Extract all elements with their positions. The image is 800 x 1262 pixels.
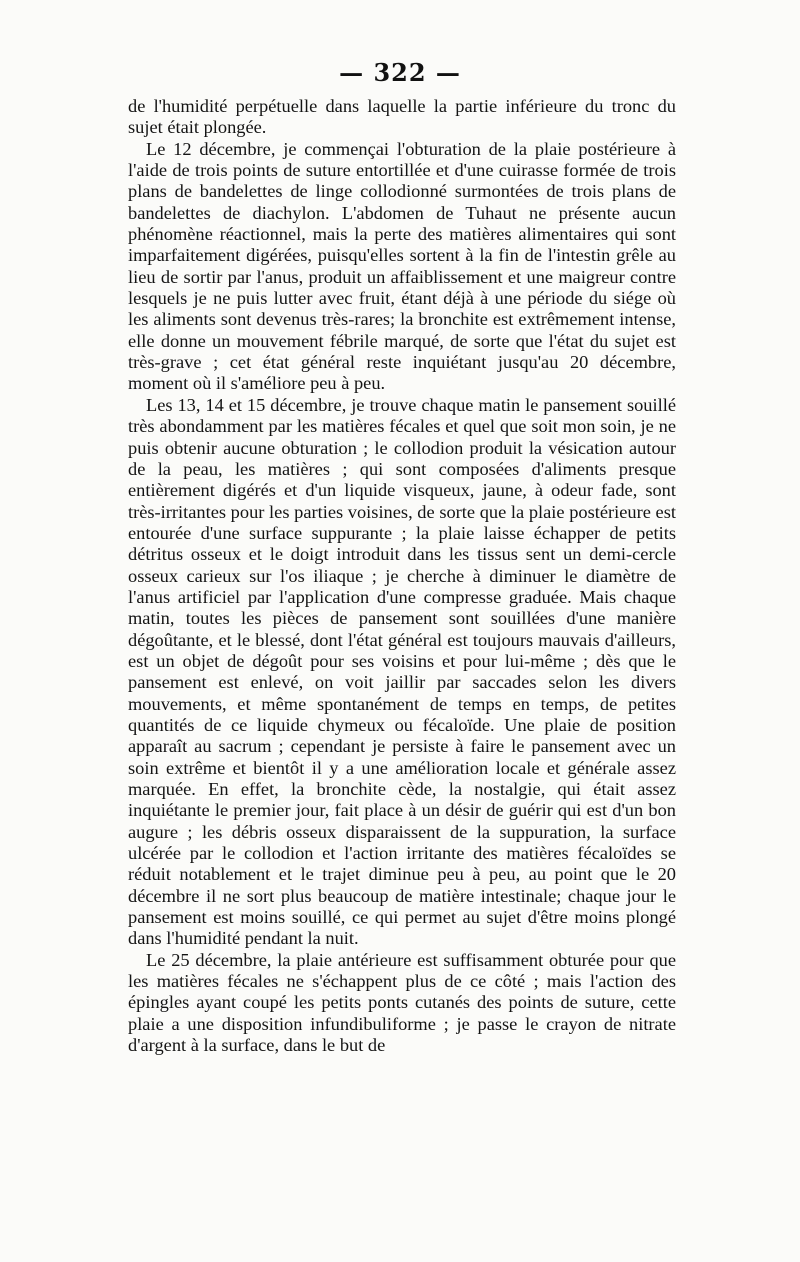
page-number: — 322 —	[339, 58, 461, 87]
body-text	[128, 96, 676, 1056]
paragraph-december-25: Le 25 décembre, la plaie antérieure est suffisamment obturée pour que les matières fécales ne s'échappent plus de ce côté ; mais l'action des épingles ayant coupé les petits ponts cutanés des points de suture, cette plaie a une disposition infundibuliforme ; je passe le crayon de nitrate d'argent à la surface, dans le but de	[128, 949, 676, 1056]
paragraph-december-13-15: Les 13, 14 et 15 décembre, je trouve chaque matin le pansement souillé très abondamment par les matières fécales et quel que soit mon soin, je ne puis obtenir aucune obturation ; le collodion produit la vésication autour de la peau, les matières ; qui sont composées d'aliments presque entièrement digérés et d'un liquide visqueux, jaune, à odeur fade, sont très-irritantes pour les parties voisines, de sorte que la plaie postérieure est entourée d'une surface suppurante ; la plaie laisse échapper de petits détritus osseux et le doigt introduit dans les tissus sent un demi-cercle osseux carieux sur l'os iliaque ; je cherche à diminuer le diamètre de l'anus artificiel par l'application d'une compresse graduée. Mais chaque matin, toutes les pièces de pansement sont souillées d'une manière dégoûtante, et le blessé, dont l'état général est toujours mauvais d'ailleurs, est un objet de dégoût pour ses voisins et pour lui-même ; dès que le pansement est enlevé, on voit jaillir par saccades selon les divers mouvements, et même spontanément de temps en temps, de petites quantités de ce liquide chymeux ou fécaloïde. Une plaie de position apparaît au sacrum ; cependant je persiste à faire le pansement avec un soin extrême et bientôt il y a une amélioration locale et générale assez marquée. En effet, la bronchite cède, la nostalgie, qui était assez inquiétante le premier jour, fait place à un désir de guérir qui est d'un bon augure ; les débris osseux disparaissent de la suppuration, la surface ulcérée par le collodion et l'action irritante des matières fécaloïdes se réduit notablement et le trajet diminue peu à peu, au point que le 20 décembre il ne sort plus beaucoup de matière intestinale; chaque jour le pansement est moins souillé, ce qui permet au sujet d'être moins plongé dans l'humidité pendant la nuit.	[128, 394, 676, 949]
paragraph-december-12: Le 12 décembre, je commençai l'obturation de la plaie postérieure à l'aide de trois points de suture entortillée et d'une cuirasse formée de trois plans de bandelettes de linge collodionné surmontées de trois plans de bandelettes de diachylon. L'abdomen de Tuhaut ne présente aucun phénomène réactionnel, mais la perte des matières alimentaires qui sont imparfaitement digérées, puisqu'elles sortent à la fin de l'intestin grêle au lieu de sortir par l'anus, produit un affaiblissement et une maigreur contre lesquels je ne puis lutter avec fruit, étant déjà à une période du siége où les aliments sont devenus très-rares; la bronchite est extrêmement intense, elle donne un mouvement fébrile marqué, de sorte que l'état du sujet est très-grave ; cet état général reste inquiétant jusqu'au 20 décembre, moment où il s'améliore peu à peu.	[128, 138, 676, 394]
paragraph-continuation: de l'humidité perpétuelle dans laquelle la partie inférieure du tronc du sujet était plongée.	[128, 96, 676, 138]
